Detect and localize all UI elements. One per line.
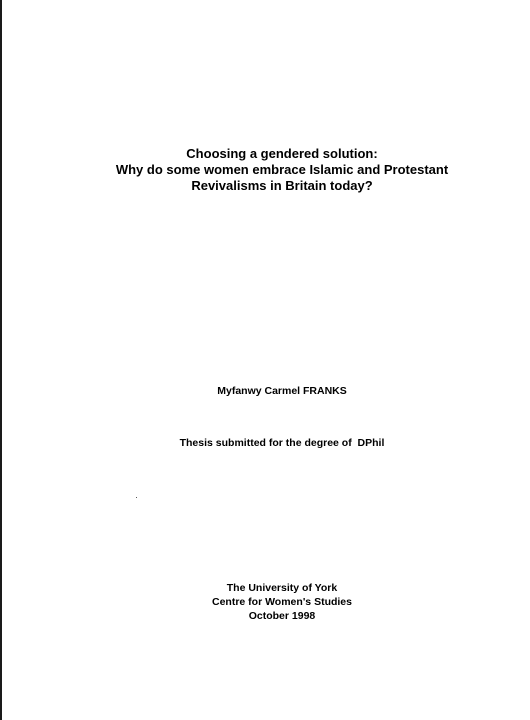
degree-statement: Thesis submitted for the degree of DPhil [179,437,385,449]
author-name: Myfanwy Carmel FRANKS [217,385,347,397]
university-name: The University of York [226,582,338,594]
thesis-title [2,146,530,194]
institution-block [2,581,530,623]
thesis-title-page [2,0,530,720]
title-line-1: Choosing a gendered solution: [186,146,378,161]
title-line-2: Why do some women embrace Islamic and Protestant [115,162,449,177]
scan-speck [136,497,137,498]
submission-date: October 1998 [248,610,316,622]
title-line-3: Revivalisms in Britain today? [191,178,373,193]
centre-name: Centre for Women's Studies [212,596,352,608]
